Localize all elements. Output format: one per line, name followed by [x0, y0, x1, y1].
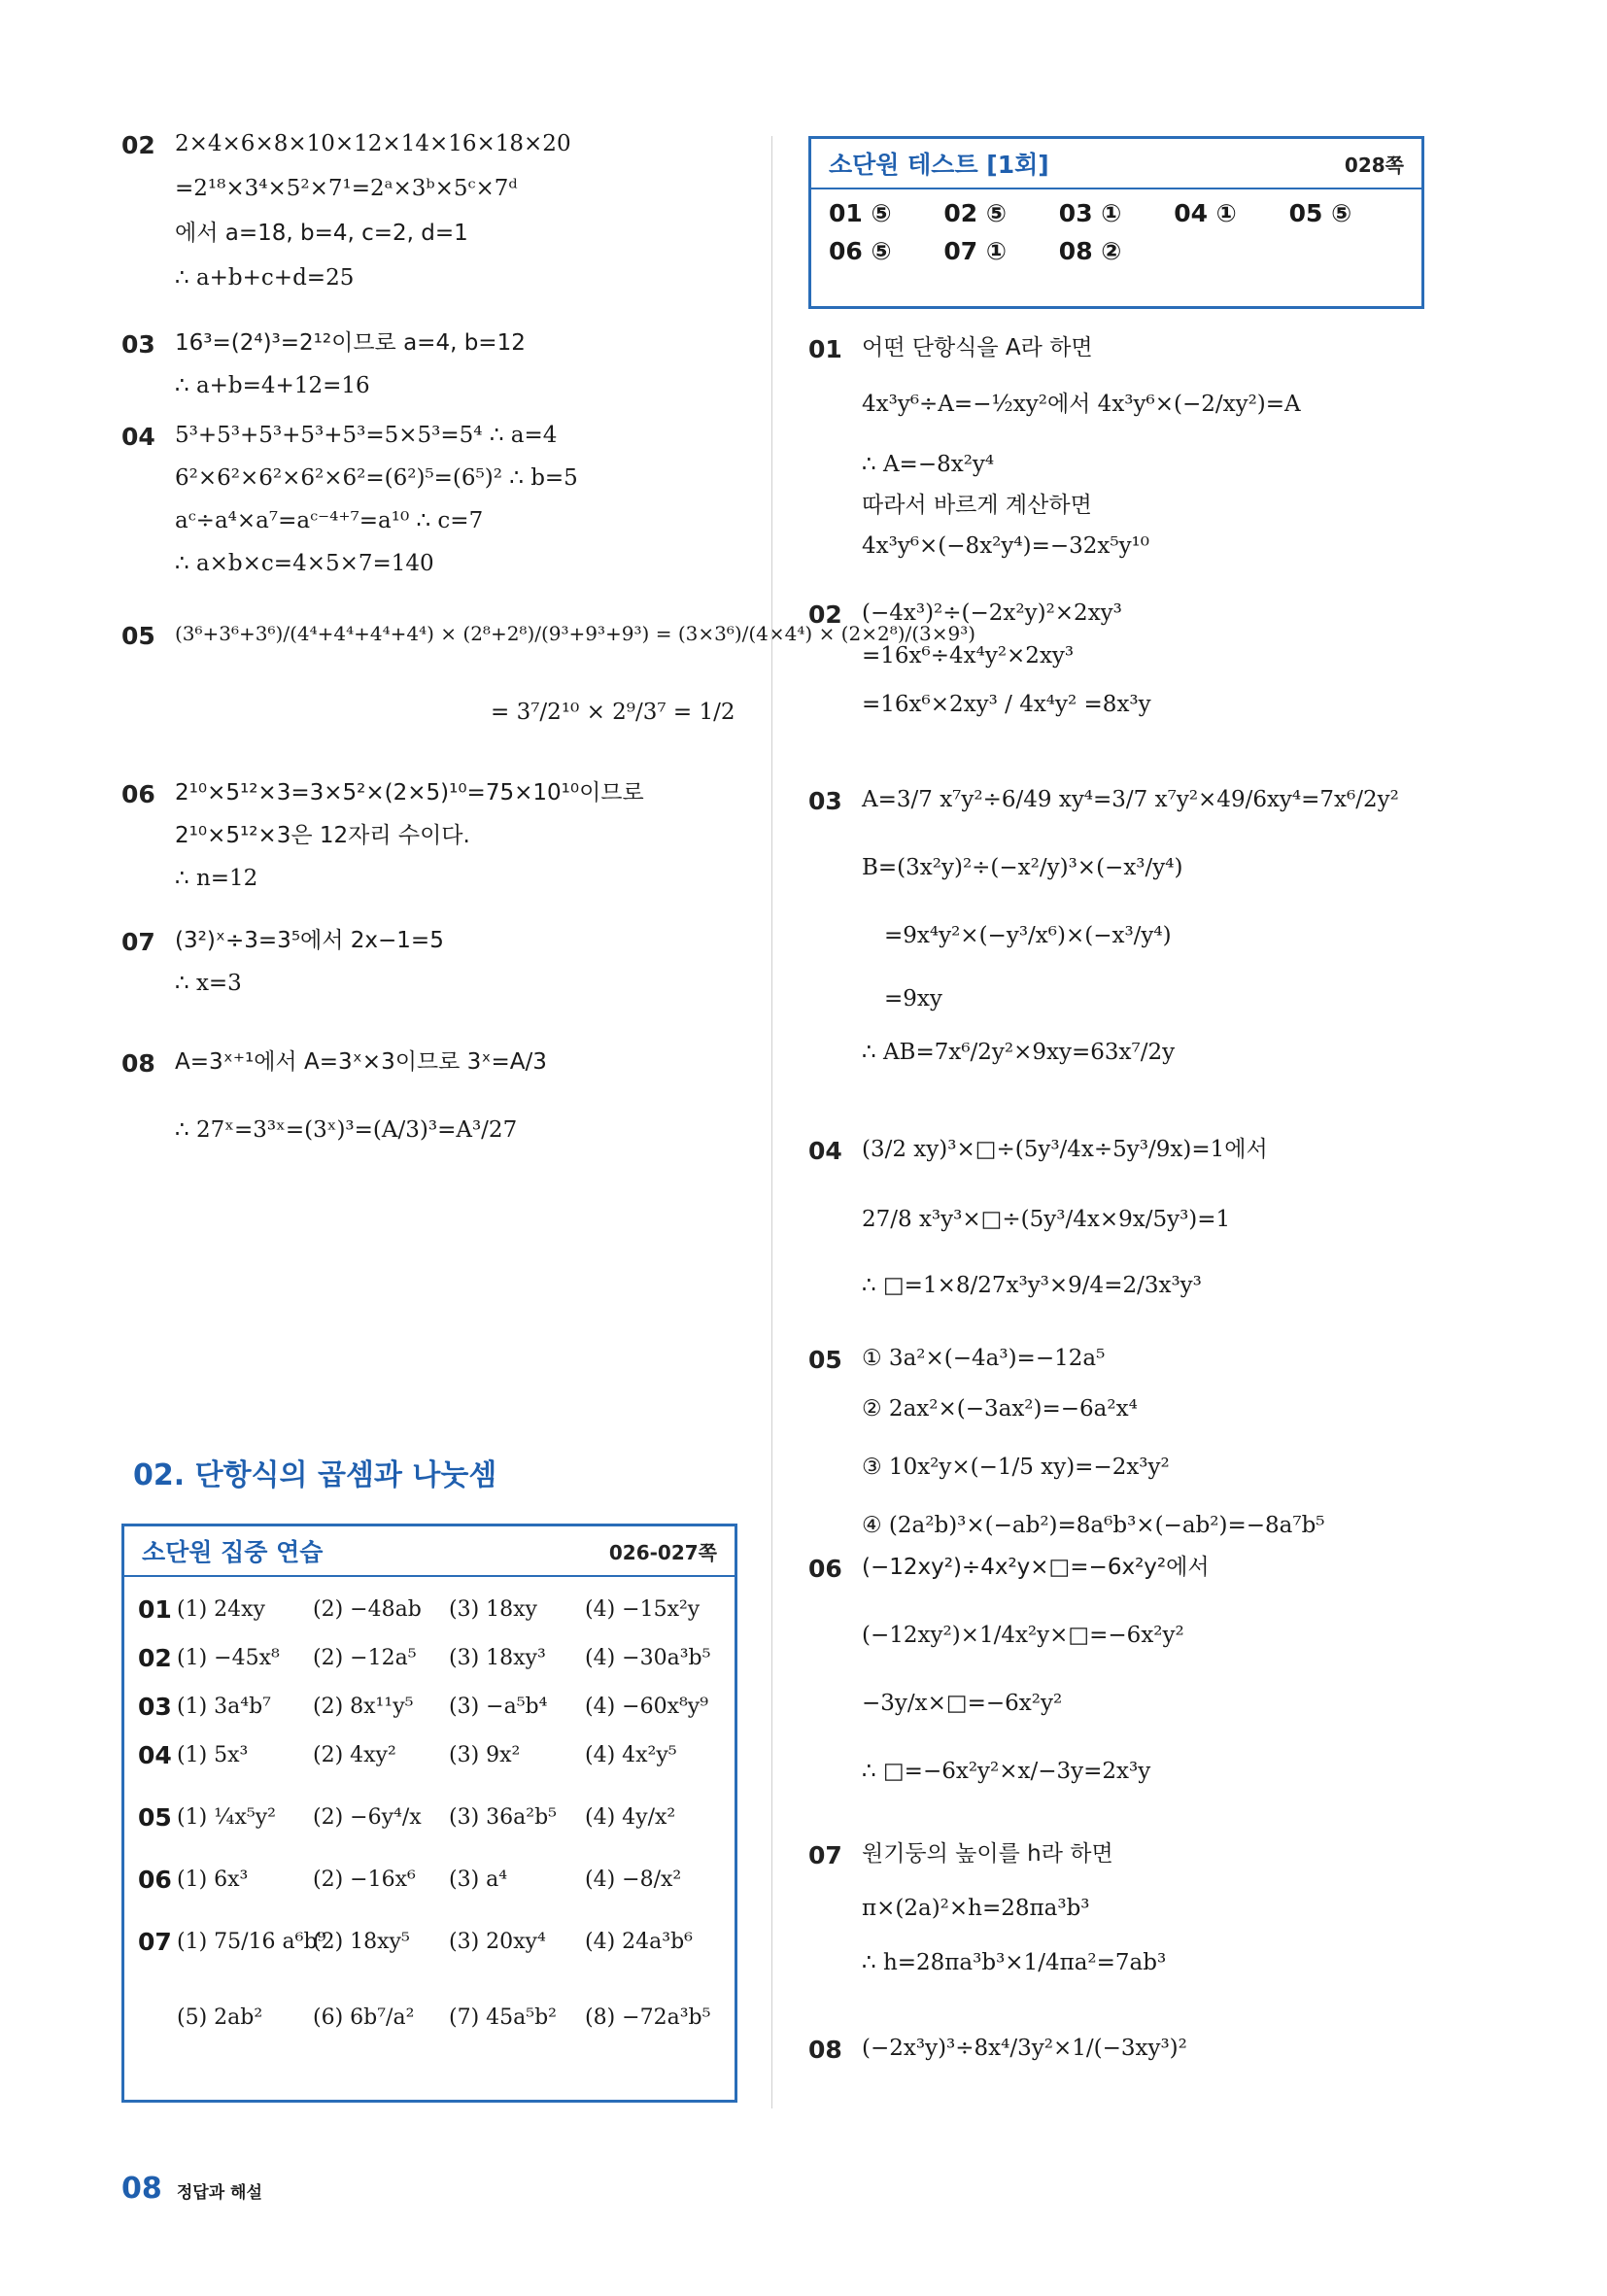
problem-number: 08	[121, 1049, 155, 1078]
math-line: =2¹⁸×3⁴×5²×7¹=2ᵃ×3ᵇ×5ᶜ×7ᵈ	[175, 176, 518, 201]
test-page: 028쪽	[1344, 153, 1404, 177]
practice-answer: (4) −15x²y	[585, 1596, 701, 1622]
practice-answer: (1) 5x³	[177, 1742, 249, 1767]
math-line: ② 2ax²×(−3ax²)=−6a²x⁴	[862, 1396, 1138, 1422]
practice-answer: (1) 75/16 a⁶b⁹	[177, 1929, 326, 1954]
math-line: =16x⁶÷4x⁴y²×2xy³	[862, 643, 1075, 668]
practice-answer: (4) 4y/x²	[585, 1804, 676, 1830]
practice-answer: (4) −60x⁸y⁹	[585, 1694, 709, 1719]
practice-row	[124, 1585, 735, 1633]
test-answer: 03 ①	[1058, 199, 1122, 227]
practice-answer: (3) 36a²b⁵	[449, 1804, 557, 1830]
practice-row	[124, 1979, 735, 2055]
problem-number: 05	[121, 622, 155, 650]
practice-row	[124, 1779, 735, 1855]
problem-number: 07	[121, 928, 155, 956]
practice-box	[121, 1524, 737, 2103]
test-answer: 07 ①	[943, 237, 1008, 265]
practice-row-number: 07	[138, 1927, 172, 1956]
test-box	[808, 136, 1424, 309]
math-line: aᶜ÷a⁴×a⁷=aᶜ⁻⁴⁺⁷=a¹⁰ ∴ c=7	[175, 508, 484, 533]
practice-row	[124, 1633, 735, 1682]
problem-number: 02	[808, 600, 842, 629]
math-line: ∴ 27ˣ=3³ˣ=(3ˣ)³=(A/3)³=A³/27	[175, 1117, 518, 1143]
problem-number: 06	[808, 1555, 842, 1583]
math-line: 4x³y⁶×(−8x²y⁴)=−32x⁵y¹⁰	[862, 533, 1150, 559]
practice-row-number: 06	[138, 1865, 172, 1894]
practice-row-number: 05	[138, 1802, 172, 1832]
math-line: ∴ A=−8x²y⁴	[862, 452, 995, 477]
test-answer: 06 ⑤	[829, 237, 892, 265]
practice-answer: (2) −12a⁵	[313, 1645, 417, 1670]
practice-answer: (2) 8x¹¹y⁵	[313, 1694, 414, 1719]
math-line: (3/2 xy)³×□÷(5y³/4x÷5y³/9x)=1에서	[862, 1137, 1268, 1162]
math-line: 따라서 바르게 계산하면	[862, 493, 1092, 518]
test-title: 소단원 테스트 [1회]	[829, 151, 1049, 179]
math-line: ∴ □=1×8/27x³y³×9/4=2/3x³y³	[862, 1273, 1202, 1298]
page-label: 정답과 해설	[176, 2183, 262, 2203]
test-answer: 08 ②	[1058, 237, 1122, 265]
practice-answer: (4) 24a³b⁶	[585, 1929, 693, 1954]
math-line: (3⁶+3⁶+3⁶)/(4⁴+4⁴+4⁴+4⁴) × (2⁸+2⁸)/(9³+9³+9³) = (3×3⁶)/(4×4⁴) × (2×2⁸)/(3×9³)	[175, 622, 976, 645]
practice-row-number: 03	[138, 1692, 172, 1721]
practice-answer: (3) 9x²	[449, 1742, 521, 1767]
math-line: (−4x³)²÷(−2x²y)²×2xy³	[862, 600, 1122, 626]
practice-title: 소단원 집중 연습	[142, 1538, 324, 1566]
problem-number: 04	[808, 1137, 842, 1165]
math-line: (−12xy²)×1/4x²y×□=−6x²y²	[862, 1623, 1184, 1648]
problem-number: 08	[808, 2036, 842, 2064]
math-line: (−12xy²)÷4x²y×□=−6x²y²에서	[862, 1555, 1210, 1580]
math-line: 원기둥의 높이를 h라 하면	[862, 1841, 1113, 1867]
practice-row-number: 04	[138, 1740, 172, 1769]
test-answer: 04 ①	[1174, 199, 1237, 227]
math-line: (−2x³y)³÷8x⁴/3y²×1/(−3xy³)²	[862, 2036, 1187, 2061]
practice-answer: (2) −48ab	[313, 1596, 422, 1622]
math-line: 5³+5³+5³+5³+5³=5×5³=5⁴ ∴ a=4	[175, 423, 558, 448]
problem-number: 03	[808, 787, 842, 815]
practice-row	[124, 1682, 735, 1731]
math-line: 어떤 단항식을 A라 하면	[862, 335, 1093, 360]
practice-answer: (1) −45x⁸	[177, 1645, 280, 1670]
practice-answer: (2) 18xy⁵	[313, 1929, 410, 1954]
math-line: ∴ a+b=4+12=16	[175, 373, 370, 398]
practice-answer: (8) −72a³b⁵	[585, 2005, 711, 2030]
practice-rows	[124, 1577, 735, 2055]
test-answer: 01 ⑤	[829, 199, 892, 227]
practice-header	[124, 1526, 735, 1577]
practice-answer: (2) 4xy²	[313, 1742, 396, 1767]
practice-answer: (4) −30a³b⁵	[585, 1645, 711, 1670]
problem-number: 01	[808, 335, 842, 363]
problem-number: 02	[121, 131, 155, 159]
practice-answer: (3) 18xy³	[449, 1645, 546, 1670]
math-line: π×(2a)²×h=28πa³b³	[862, 1896, 1090, 1921]
practice-answer: (6) 6b⁷/a²	[313, 2005, 415, 2030]
practice-row	[124, 1855, 735, 1903]
problem-number: 03	[121, 330, 155, 359]
math-line: 16³=(2⁴)³=2¹²이므로 a=4, b=12	[175, 330, 526, 356]
page-footer	[121, 2172, 262, 2206]
math-line: 에서 a=18, b=4, c=2, d=1	[175, 221, 468, 246]
practice-answer: (2) −16x⁶	[313, 1867, 416, 1892]
math-line: = 3⁷/2¹⁰ × 2⁹/3⁷ = 1/2	[491, 700, 735, 725]
practice-answer: (3) 18xy	[449, 1596, 537, 1622]
math-line: 2¹⁰×5¹²×3=3×5²×(2×5)¹⁰=75×10¹⁰이므로	[175, 780, 644, 805]
test-answers	[811, 189, 1421, 275]
math-line: −3y/x×□=−6x²y²	[862, 1691, 1063, 1716]
problem-number: 06	[121, 780, 155, 808]
math-line: 2¹⁰×5¹²×3은 12자리 수이다.	[175, 823, 470, 848]
problem-number: 05	[808, 1346, 842, 1374]
practice-answer: (4) −8/x²	[585, 1867, 682, 1892]
practice-answer: (1) ¼x⁵y²	[177, 1804, 276, 1830]
practice-answer: (3) −a⁵b⁴	[449, 1694, 548, 1719]
math-line: ∴ n=12	[175, 866, 258, 891]
math-line: ① 3a²×(−4a³)=−12a⁵	[862, 1346, 1106, 1371]
practice-answer: (5) 2ab²	[177, 2005, 263, 2030]
practice-answer: (3) 20xy⁴	[449, 1929, 546, 1954]
math-line: ∴ x=3	[175, 971, 242, 996]
problem-number: 04	[121, 423, 155, 451]
math-line: =9xy	[884, 986, 942, 1011]
test-answer: 02 ⑤	[943, 199, 1008, 227]
column-divider	[771, 136, 772, 2108]
math-line: A=3/7 x⁷y²÷6/49 xy⁴=3/7 x⁷y²×49/6xy⁴=7x⁶/2y²	[862, 787, 1399, 812]
practice-answer: (2) −6y⁴/x	[313, 1804, 422, 1830]
practice-row-number: 01	[138, 1594, 172, 1624]
math-line: ∴ □=−6x²y²×x/−3y=2x³y	[862, 1759, 1151, 1784]
practice-answer: (4) 4x²y⁵	[585, 1742, 677, 1767]
test-header	[811, 139, 1421, 189]
practice-page: 026-027쪽	[608, 1540, 717, 1564]
problem-number: 07	[808, 1841, 842, 1869]
math-line: 4x³y⁶÷A=−½xy²에서 4x³y⁶×(−2/xy²)=A	[862, 392, 1301, 417]
math-line: =9x⁴y²×(−y³/x⁶)×(−x³/y⁴)	[884, 923, 1172, 948]
math-line: =16x⁶×2xy³ / 4x⁴y² =8x³y	[862, 692, 1151, 717]
practice-row	[124, 1903, 735, 1979]
test-answer: 05 ⑤	[1288, 199, 1352, 227]
math-line: A=3ˣ⁺¹에서 A=3ˣ×3이므로 3ˣ=A/3	[175, 1049, 547, 1075]
math-line: ④ (2a²b)³×(−ab²)=8a⁶b³×(−ab²)=−8a⁷b⁵	[862, 1513, 1325, 1538]
practice-answer: (1) 24xy	[177, 1596, 265, 1622]
math-line: ∴ h=28πa³b³×1/4πa²=7ab³	[862, 1950, 1167, 1975]
math-line: 2×4×6×8×10×12×14×16×18×20	[175, 131, 571, 156]
practice-answer: (1) 6x³	[177, 1867, 249, 1892]
practice-answer: (7) 45a⁵b²	[449, 2005, 557, 2030]
math-line: ∴ a+b+c+d=25	[175, 265, 355, 291]
section-title: 02. 단항식의 곱셈과 나눗셈	[133, 1458, 497, 1492]
page-number: 08	[121, 2172, 162, 2206]
math-line: (3²)ˣ÷3=3⁵에서 2x−1=5	[175, 928, 444, 953]
practice-answer: (1) 3a⁴b⁷	[177, 1694, 271, 1719]
math-line: ∴ AB=7x⁶/2y²×9xy=63x⁷/2y	[862, 1040, 1176, 1065]
math-line: ③ 10x²y×(−1/5 xy)=−2x³y²	[862, 1455, 1170, 1480]
math-line: B=(3x²y)²÷(−x²/y)³×(−x³/y⁴)	[862, 855, 1183, 880]
math-line: 6²×6²×6²×6²×6²=(6²)⁵=(6⁵)² ∴ b=5	[175, 465, 578, 491]
practice-answer: (3) a⁴	[449, 1867, 508, 1892]
math-line: ∴ a×b×c=4×5×7=140	[175, 551, 434, 576]
math-line: 27/8 x³y³×□÷(5y³/4x×9x/5y³)=1	[862, 1207, 1231, 1232]
practice-row	[124, 1731, 735, 1779]
practice-row-number: 02	[138, 1643, 172, 1672]
